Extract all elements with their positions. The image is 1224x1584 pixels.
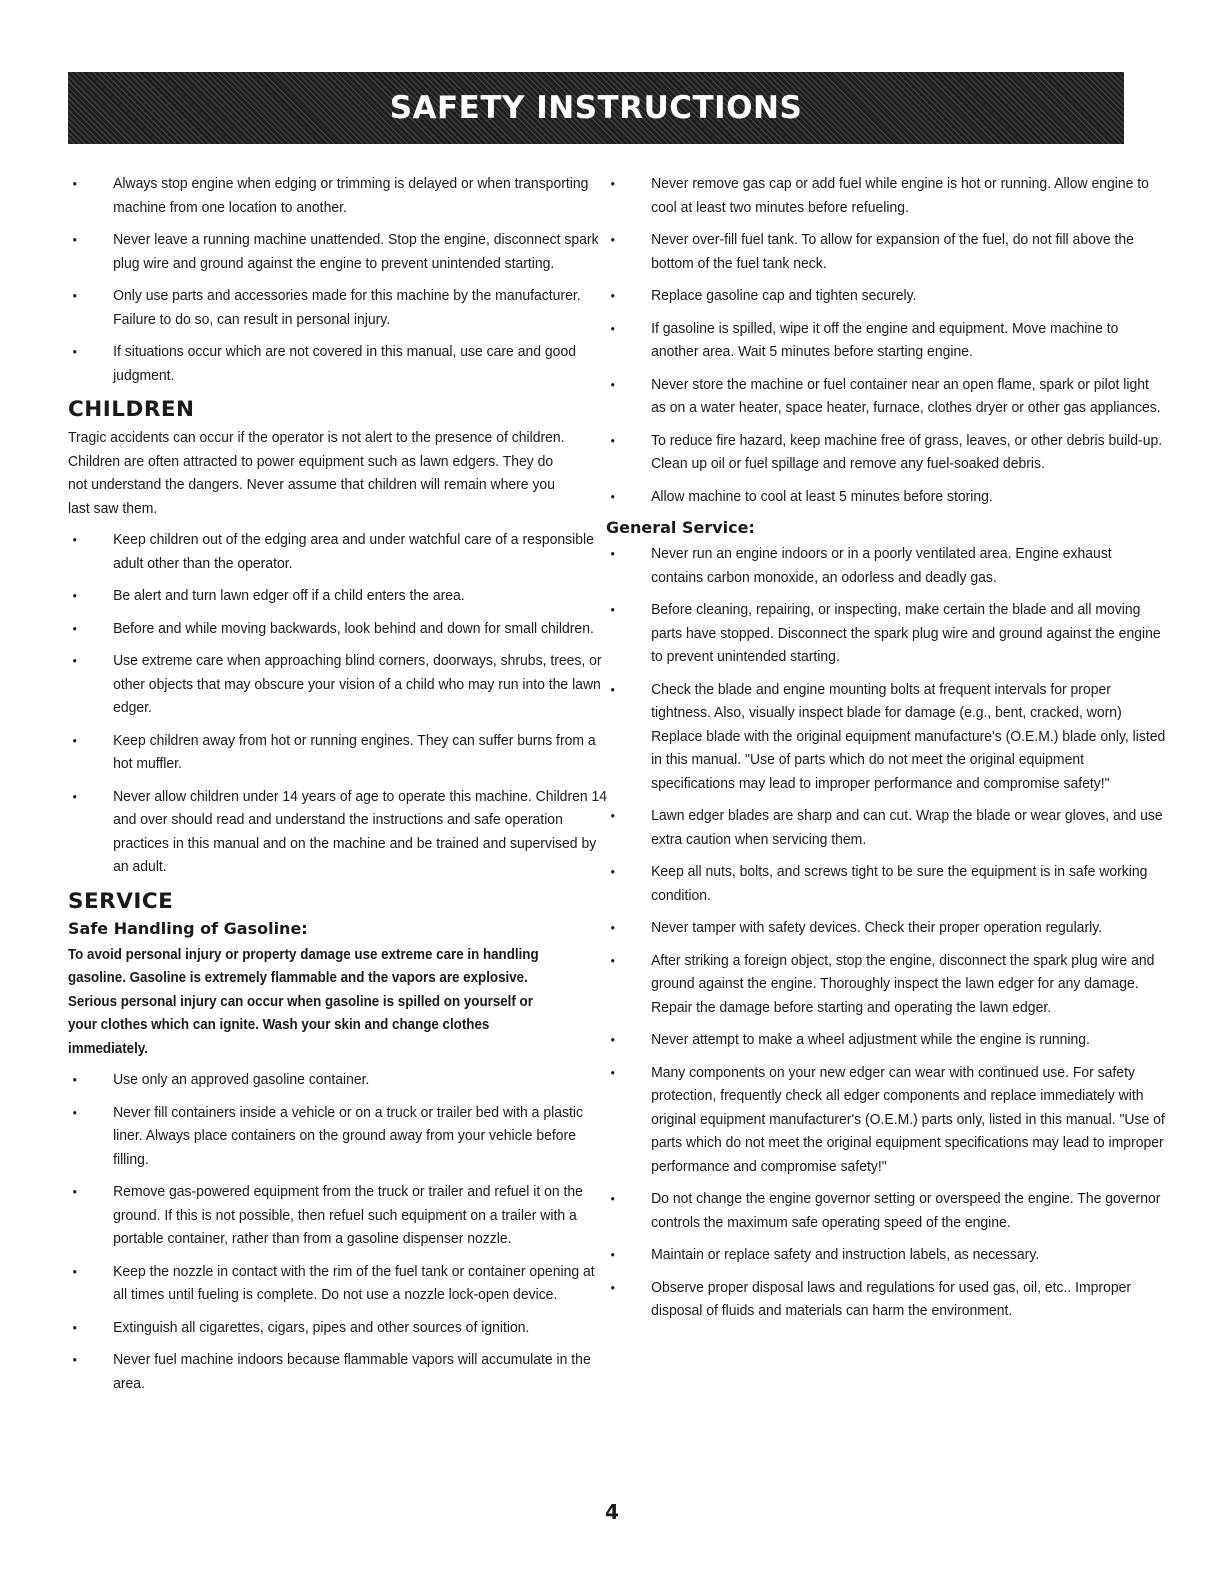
list-item <box>68 1180 610 1251</box>
bullet-icon: • <box>72 1104 77 1120</box>
list-item-text: Never fill containers inside a vehicle or on a truck or trailer bed with a plastic liner. Always place containers on the ground away from your vehicle before filling. <box>113 1103 583 1168</box>
list-item-text: Never run an engine indoors or in a poorly ventilated area. Engine exhaust contains carbon monoxide, an odorless and deadly gas. <box>651 545 1112 586</box>
children-paragraph: Tragic accidents can occur if the operator is not alert to the presence of children. Children are often attracted to power equipment such as lawn edgers. They do not understand the dangers. Never assume that children will remain where you last saw them. <box>68 429 565 517</box>
list-item-text: Never remove gas cap or add fuel while engine is hot or running. Allow engine to cool at least two minutes before refueling. <box>651 175 1149 216</box>
list-item <box>68 785 610 879</box>
gasoline-warning: To avoid personal injury or property damage use extreme care in handling gasoline. Gasoline is extremely flammable and the vapors are explosive. Serious personal injury can occur when gasoline is spilled on yourself or your clothes which can ignite. Wash your skin and change clothes immediately. <box>68 945 539 1057</box>
list-item-text: Only use parts and accessories made for this machine by the manufacturer. Failure to do so, can result in personal injury. <box>113 287 581 328</box>
general-service-subheading: General Service: <box>606 518 755 537</box>
bullet-icon: • <box>72 532 77 547</box>
list-item <box>68 649 610 720</box>
list-item <box>68 1348 610 1395</box>
list-item <box>68 172 610 219</box>
bullet-icon: • <box>72 620 77 636</box>
list-item <box>606 429 1166 476</box>
list-item-text: Remove gas-powered equipment from the truck or trailer and refuel it on the ground. If this is not possible, then refuel such equipment on a trailer with a portable container, rather than from a gasoline dispenser nozzle. <box>113 1183 583 1247</box>
list-item-text: Never store the machine or fuel container near an open flame, spark or pilot light as on a water heater, space heater, furnace, clothes dryer or other gas appliances. <box>651 375 1161 416</box>
list-item <box>606 485 1166 509</box>
list-item <box>68 284 610 331</box>
list-item-text: Be alert and turn lawn edger off if a child enters the area. <box>113 587 465 604</box>
list-item <box>606 916 1166 940</box>
list-item-text: Use extreme care when approaching blind corners, doorways, shrubs, trees, or other objects that may obscure your vision of a child who may run into the lawn edger. <box>113 652 602 716</box>
list-item-text: Before and while moving backwards, look behind and down for small children. <box>113 619 594 637</box>
gasoline-bullet-list <box>68 1068 595 1395</box>
list-item-text: After striking a foreign object, stop the engine, disconnect the spark plug wire and ground against the engine. Thoroughly inspect the lawn edger for any damage. Repair the damage before starting and operating the lawn edger. <box>651 951 1155 1016</box>
list-item-text: Never attempt to make a wheel adjustment while the engine is running. <box>651 1031 1090 1048</box>
list-item <box>68 1316 610 1340</box>
page-title: SAFETY INSTRUCTIONS <box>389 90 803 126</box>
title-banner <box>68 72 1124 144</box>
list-item-text: Do not change the engine governor setting or overspeed the engine. The governor controls the maximum safe operating speed of the engine. <box>651 1190 1161 1231</box>
service-heading: SERVICE <box>68 888 174 914</box>
list-item <box>606 804 1166 851</box>
list-item-text: Keep children out of the edging area and under watchful care of a responsible adult other than the operator. <box>113 531 594 572</box>
list-item-text: To reduce fire hazard, keep machine free of grass, leaves, or other debris build-up. Clean up oil or fuel spillage and remove any fuel-soaked debris. <box>651 431 1163 472</box>
bullet-icon: • <box>72 1263 77 1279</box>
list-item-text: Replace gasoline cap and tighten securely. <box>651 287 917 304</box>
intro-bullet-list <box>68 172 599 387</box>
list-item <box>68 729 610 776</box>
list-item-text: If situations occur which are not covered in this manual, use care and good judgment. <box>113 343 576 384</box>
list-item-text: Lawn edger blades are sharp and can cut. Wrap the blade or wear gloves, and use extra caution when servicing them. <box>651 807 1163 848</box>
list-item-text: Before cleaning, repairing, or inspecting, make certain the blade and all moving parts have stopped. Disconnect the spark plug wire and ground against the engine to prevent unintended starting. <box>651 601 1161 665</box>
list-item-text: Use only an approved gasoline container. <box>113 1071 370 1088</box>
list-item <box>606 284 1166 308</box>
list-item-text: Never allow children under 14 years of age to operate this machine. Children 14 and over should read and understand the instructions and safe operation practices in this manual and on the machine and be trained and supervised by an adult. <box>113 787 608 875</box>
general-service-bullet-list <box>606 542 1166 1323</box>
bullet-icon: • <box>610 546 615 561</box>
list-item <box>606 373 1166 420</box>
bullet-icon: • <box>610 320 615 336</box>
list-item-text: Never leave a running machine unattended. Stop the engine, disconnect spark plug wire and ground against the engine to prevent unintended starting. <box>113 231 599 272</box>
bullet-icon: • <box>610 288 615 303</box>
list-item <box>606 228 1166 275</box>
list-item <box>606 949 1166 1020</box>
page-number: 4 <box>605 1500 619 1524</box>
list-item <box>606 678 1166 796</box>
list-item <box>606 1243 1166 1267</box>
list-item <box>606 317 1166 364</box>
bullet-icon: • <box>72 732 77 748</box>
gasoline-subheading: Safe Handling of Gasoline: <box>68 918 308 938</box>
list-item-text: Observe proper disposal laws and regulations for used gas, oil, etc.. Improper disposal of fluids and materials can harm the environment. <box>651 1278 1132 1319</box>
bullet-icon: • <box>72 1352 77 1367</box>
bullet-icon: • <box>610 376 615 392</box>
list-item <box>68 1101 610 1172</box>
children-bullet-list <box>68 528 608 879</box>
list-item <box>68 228 610 275</box>
bullet-icon: • <box>610 808 615 823</box>
left-column <box>68 172 608 1404</box>
bullet-icon: • <box>610 1064 615 1080</box>
bullet-icon: • <box>610 488 615 504</box>
list-item-text: Never fuel machine indoors because flammable vapors will accumulate in the area. <box>113 1351 591 1392</box>
list-item <box>606 1187 1166 1234</box>
list-item-text: Never over-fill fuel tank. To allow for expansion of the fuel, do not fill above the bottom of the fuel tank neck. <box>651 231 1134 272</box>
bullet-icon: • <box>72 653 77 668</box>
list-item-text: Keep the nozzle in contact with the rim of the fuel tank or container opening at all times until fueling is complete. Do not use a nozzle lock-open device. <box>113 1262 595 1303</box>
list-item-text: Never tamper with safety devices. Check their proper operation regularly. <box>651 919 1103 936</box>
bullet-icon: • <box>72 344 77 359</box>
list-item-text: Many components on your new edger can wear with continued use. For safety protection, frequently check all edger components and replace immediately with original equipment manufacturer's (O.E.M.) parts only, listed in this manual. "Use of parts which do not meet the original equipment specifications may lead to improper performance and compromise safety!" <box>651 1063 1165 1175</box>
list-item <box>68 340 610 387</box>
bullet-icon: • <box>610 1279 615 1295</box>
list-item <box>68 1068 610 1092</box>
list-item <box>606 1061 1166 1179</box>
list-item <box>606 860 1166 907</box>
list-item-text: If gasoline is spilled, wipe it off the engine and equipment. Move machine to another area. Wait 5 minutes before starting engine. <box>651 319 1119 360</box>
list-item <box>68 584 610 608</box>
bullet-icon: • <box>610 920 615 935</box>
list-item-text: Maintain or replace safety and instruction labels, as necessary. <box>651 1246 1040 1263</box>
right-column <box>606 172 1166 1332</box>
list-item <box>606 1028 1166 1052</box>
list-item <box>606 172 1166 219</box>
bullet-icon: • <box>72 288 77 303</box>
list-item <box>606 542 1166 589</box>
list-item <box>68 1260 610 1307</box>
bullet-icon: • <box>72 1319 77 1335</box>
list-item-text: Allow machine to cool at least 5 minutes before storing. <box>651 487 993 505</box>
bullet-icon: • <box>610 602 615 617</box>
list-item-text: Keep children away from hot or running engines. They can suffer burns from a hot muffler. <box>113 731 596 772</box>
bullet-icon: • <box>610 681 615 697</box>
bullet-icon: • <box>610 432 615 448</box>
bullet-icon: • <box>610 952 615 968</box>
bullet-icon: • <box>610 176 615 191</box>
list-item <box>606 1276 1166 1323</box>
bullet-icon: • <box>610 232 615 247</box>
list-item-text: Check the blade and engine mounting bolts at frequent intervals for proper tightness. Also, visually inspect blade for damage (e.g., bent, cracked, worn) Replace blade with the original equipment manufacture's (O.E.M.) blade only, listed in this manual. "Use of parts which do not meet the original equipment specifications may lead to improper performance and compromise safety!" <box>651 680 1166 792</box>
bullet-icon: • <box>72 788 77 804</box>
list-item-text: Keep all nuts, bolts, and screws tight to be sure the equipment is in safe working condition. <box>651 863 1148 904</box>
bullet-icon: • <box>610 864 615 879</box>
bullet-icon: • <box>72 588 77 603</box>
bullet-icon: • <box>610 1032 615 1047</box>
bullet-icon: • <box>72 176 77 191</box>
children-heading: CHILDREN <box>68 397 195 422</box>
list-item <box>606 598 1166 669</box>
list-item-text: Always stop engine when edging or trimming is delayed or when transporting machine from one location to another. <box>113 175 589 216</box>
list-item <box>68 617 610 641</box>
bullet-icon: • <box>610 1191 615 1206</box>
fuel-bullet-list <box>606 172 1163 508</box>
bullet-icon: • <box>72 1072 77 1087</box>
list-item <box>68 528 610 575</box>
bullet-icon: • <box>610 1247 615 1262</box>
list-item-text: Extinguish all cigarettes, cigars, pipes and other sources of ignition. <box>113 1318 530 1336</box>
bullet-icon: • <box>72 232 77 247</box>
bullet-icon: • <box>72 1184 77 1199</box>
